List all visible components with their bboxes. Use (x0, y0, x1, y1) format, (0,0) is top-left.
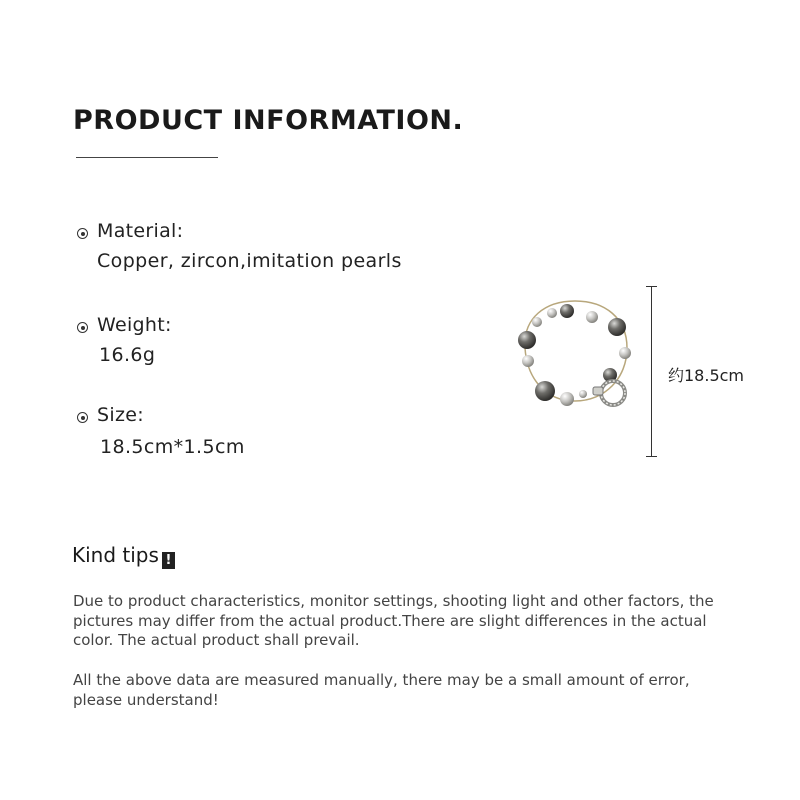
spec-material-value: Copper, zircon,imitation pearls (97, 250, 402, 272)
page-title: PRODUCT INFORMATION. (73, 105, 464, 136)
spec-weight-label: Weight: (97, 314, 172, 336)
kind-tips-heading (72, 543, 175, 569)
bullet-icon (77, 412, 88, 423)
bullet-icon (77, 228, 88, 239)
title-underline (76, 157, 218, 158)
exclamation-icon: ! (162, 552, 175, 569)
measure-line (651, 286, 652, 457)
spec-weight-value: 16.6g (99, 344, 156, 366)
measure-cap-top (646, 286, 657, 287)
bullet-icon (77, 322, 88, 333)
spec-material-label: Material: (97, 220, 184, 242)
spec-size-label: Size: (97, 404, 144, 426)
kind-tips-title: Kind tips (72, 543, 159, 567)
spec-size-value: 18.5cm*1.5cm (100, 436, 245, 458)
measure-cap-bottom (646, 456, 657, 457)
measurement-note-paragraph: All the above data are measured manually, there may be a small amount of error, please understand! (73, 671, 690, 709)
pearl-bracelet-image (505, 283, 645, 423)
disclaimer-paragraph: Due to product characteristics, monitor settings, shooting light and other factors, the pictures may differ from the actual product.There are slight differences in the actual color. The actual product shall prevail. (73, 592, 714, 649)
measure-label: 约18.5cm (668, 366, 745, 385)
